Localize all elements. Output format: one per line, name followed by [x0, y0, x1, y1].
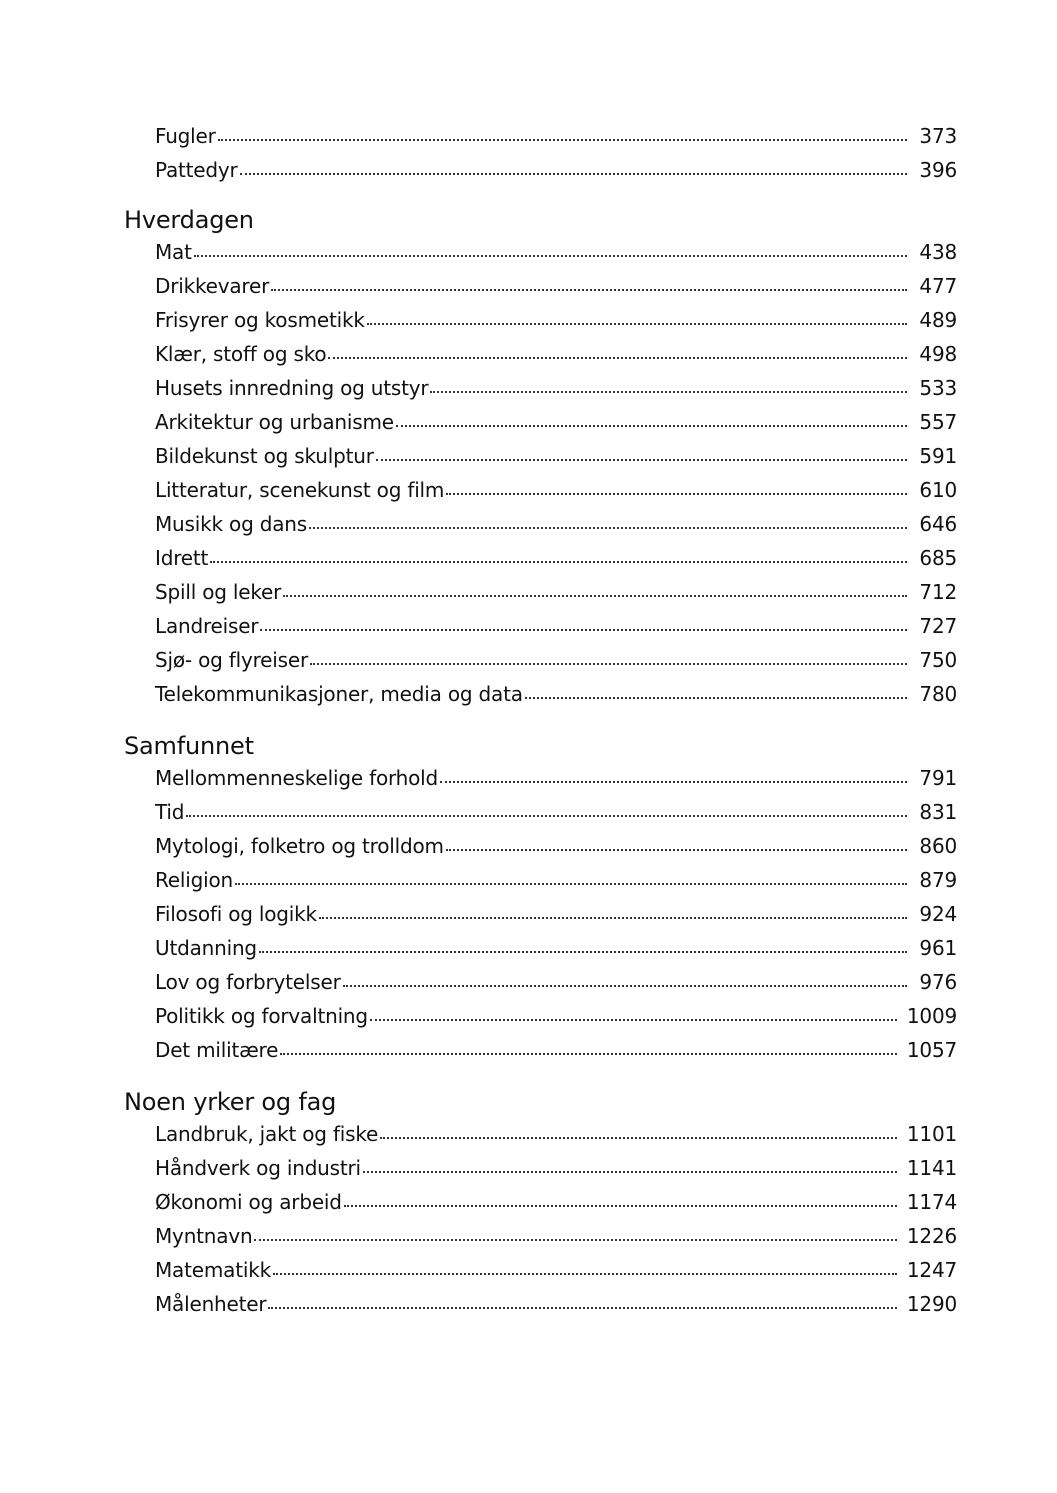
- toc-entry-page: 646: [919, 512, 957, 536]
- dot-leader: [268, 1307, 896, 1309]
- dot-leader: [210, 561, 907, 563]
- toc-entry-label: Lov og forbrytelser: [155, 970, 341, 994]
- toc-entry-page: 1226: [906, 1224, 957, 1248]
- toc-entry-label: Utdanning: [155, 936, 257, 960]
- toc-entry-list: [124, 1117, 957, 1321]
- toc-entry[interactable]: [155, 371, 957, 405]
- toc-entry-page: 489: [919, 308, 957, 332]
- toc-entry-label: Landbruk, jakt og fiske: [155, 1122, 379, 1146]
- toc-entry-label: Frisyrer og kosmetikk: [155, 308, 365, 332]
- toc-entry-page: 438: [919, 240, 957, 264]
- toc-entry-page: 712: [919, 580, 957, 604]
- toc-entry-label: Idrett: [155, 546, 209, 570]
- toc-entry-label: Matematikk: [155, 1258, 271, 1282]
- dot-leader: [446, 493, 907, 495]
- toc-entry[interactable]: [155, 1033, 957, 1067]
- toc-entry-label: Filosofi og logikk: [155, 902, 317, 926]
- toc-entry[interactable]: [155, 965, 957, 999]
- dot-leader: [240, 173, 907, 175]
- dot-leader: [273, 1273, 897, 1275]
- section-heading: Samfunnet: [124, 732, 254, 760]
- toc-entry-page: 533: [919, 376, 957, 400]
- dot-leader: [525, 697, 907, 699]
- toc-entry[interactable]: [155, 897, 957, 931]
- toc-section-noen-yrker-og-fag: [124, 1087, 957, 1321]
- toc-entry-page: 860: [919, 834, 957, 858]
- section-heading: Hverdagen: [124, 206, 254, 234]
- toc-entry-page: 1009: [906, 1004, 957, 1028]
- toc-entry-label: Litteratur, scenekunst og film: [155, 478, 445, 502]
- toc-entry-page: 831: [919, 800, 957, 824]
- toc-entry-label: Religion: [155, 868, 233, 892]
- dot-leader: [343, 985, 907, 987]
- dot-leader: [283, 595, 907, 597]
- toc-entry-label: Drikkevarer: [155, 274, 270, 298]
- toc-entry[interactable]: [155, 1287, 957, 1321]
- dot-leader: [446, 849, 907, 851]
- toc-entry-page: 557: [919, 410, 957, 434]
- toc-entry-label: Målenheter: [155, 1292, 267, 1316]
- toc-entry[interactable]: [155, 609, 957, 643]
- toc-entry[interactable]: [155, 153, 957, 187]
- toc-entry-label: Mellommenneskelige forhold: [155, 766, 439, 790]
- toc-entry-label: Klær, stoff og sko: [155, 342, 327, 366]
- toc-entry[interactable]: [155, 1219, 957, 1253]
- dot-leader: [440, 781, 907, 783]
- toc-entry-page: 961: [919, 936, 957, 960]
- toc-entry-page: 924: [919, 902, 957, 926]
- toc-entry-page: 750: [919, 648, 957, 672]
- toc-entry-label: Musikk og dans: [155, 512, 307, 536]
- toc-entry[interactable]: [155, 761, 957, 795]
- toc-entry-label: Tid: [155, 800, 185, 824]
- toc-entry[interactable]: [155, 541, 957, 575]
- toc-entry-label: Arkitektur og urbanisme: [155, 410, 394, 434]
- toc-entry-page: 1290: [906, 1292, 957, 1316]
- toc-entry[interactable]: [155, 1185, 957, 1219]
- dot-leader: [319, 917, 907, 919]
- dot-leader: [328, 357, 907, 359]
- toc-entry-label: Mytologi, folketro og trolldom: [155, 834, 444, 858]
- toc-entry[interactable]: [155, 829, 957, 863]
- toc-section-continued: [124, 119, 957, 187]
- dot-leader: [218, 139, 907, 141]
- toc-entry[interactable]: [155, 235, 957, 269]
- toc-entry-label: Pattedyr: [155, 158, 238, 182]
- toc-entry[interactable]: [155, 1253, 957, 1287]
- toc-section-samfunnet: [124, 731, 957, 1067]
- dot-leader: [259, 951, 907, 953]
- dot-leader: [310, 663, 907, 665]
- toc-entry[interactable]: [155, 405, 957, 439]
- toc-entry-page: 1247: [906, 1258, 957, 1282]
- toc-section-hverdagen: [124, 205, 957, 711]
- dot-leader: [309, 527, 907, 529]
- toc-entry-label: Landreiser: [155, 614, 259, 638]
- toc-entry-page: 498: [919, 342, 957, 366]
- dot-leader: [194, 255, 907, 257]
- toc-entry[interactable]: [155, 507, 957, 541]
- toc-entry[interactable]: [155, 1117, 957, 1151]
- toc-entry-page: 1101: [906, 1122, 957, 1146]
- toc-entry[interactable]: [155, 303, 957, 337]
- toc-entry-page: 1141: [906, 1156, 957, 1180]
- dot-leader: [271, 289, 907, 291]
- toc-entry-page: 373: [919, 124, 957, 148]
- toc-entry-page: 1174: [906, 1190, 957, 1214]
- toc-entry-label: Bildekunst og skulptur: [155, 444, 374, 468]
- toc-entry-label: Telekommunikasjoner, media og data: [155, 682, 523, 706]
- dot-leader: [380, 1137, 897, 1139]
- toc-entry[interactable]: [155, 337, 957, 371]
- dot-leader: [186, 815, 907, 817]
- toc-entry-page: 1057: [906, 1038, 957, 1062]
- toc-entry-page: 591: [919, 444, 957, 468]
- toc-entry-page: 879: [919, 868, 957, 892]
- dot-leader: [260, 629, 907, 631]
- toc-entry-label: Håndverk og industri: [155, 1156, 361, 1180]
- dot-leader: [235, 883, 907, 885]
- toc-entry[interactable]: [155, 643, 957, 677]
- toc-entry-label: Husets innredning og utstyr: [155, 376, 429, 400]
- toc-entry[interactable]: [155, 999, 957, 1033]
- toc-entry-page: 477: [919, 274, 957, 298]
- dot-leader: [430, 391, 907, 393]
- dot-leader: [396, 425, 907, 427]
- toc-entry[interactable]: [155, 575, 957, 609]
- toc-entry-label: Myntnavn: [155, 1224, 253, 1248]
- toc-entry-page: 396: [919, 158, 957, 182]
- toc-entry[interactable]: [155, 795, 957, 829]
- dot-leader: [254, 1239, 896, 1241]
- toc-entry-page: 727: [919, 614, 957, 638]
- dot-leader: [367, 323, 907, 325]
- toc-entry-label: Økonomi og arbeid: [155, 1190, 342, 1214]
- toc-entry-page: 976: [919, 970, 957, 994]
- dot-leader: [370, 1019, 897, 1021]
- toc-entry[interactable]: [155, 439, 957, 473]
- dot-leader: [344, 1205, 897, 1207]
- toc-entry-list: [124, 761, 957, 1067]
- toc-entry[interactable]: [155, 1151, 957, 1185]
- toc-entry-label: Spill og leker: [155, 580, 282, 604]
- toc-entry-label: Mat: [155, 240, 192, 264]
- toc-entry-label: Sjø- og flyreiser: [155, 648, 308, 672]
- toc-entry[interactable]: [155, 473, 957, 507]
- toc-entry[interactable]: [155, 269, 957, 303]
- toc-entry-list: [124, 235, 957, 711]
- toc-entry-label: Fugler: [155, 124, 216, 148]
- toc-entry[interactable]: [155, 931, 957, 965]
- dot-leader: [363, 1171, 897, 1173]
- toc-entry-list: [124, 119, 957, 187]
- toc-entry[interactable]: [155, 863, 957, 897]
- toc-entry[interactable]: [155, 677, 957, 711]
- toc-entry-page: 791: [919, 766, 957, 790]
- toc-entry-page: 685: [919, 546, 957, 570]
- section-heading: Noen yrker og fag: [124, 1088, 337, 1116]
- toc-entry-label: Det militære: [155, 1038, 279, 1062]
- dot-leader: [376, 459, 907, 461]
- toc-entry-label: Politikk og forvaltning: [155, 1004, 368, 1028]
- toc-entry-page: 610: [919, 478, 957, 502]
- toc-entry[interactable]: [155, 119, 957, 153]
- dot-leader: [280, 1053, 897, 1055]
- toc-entry-page: 780: [919, 682, 957, 706]
